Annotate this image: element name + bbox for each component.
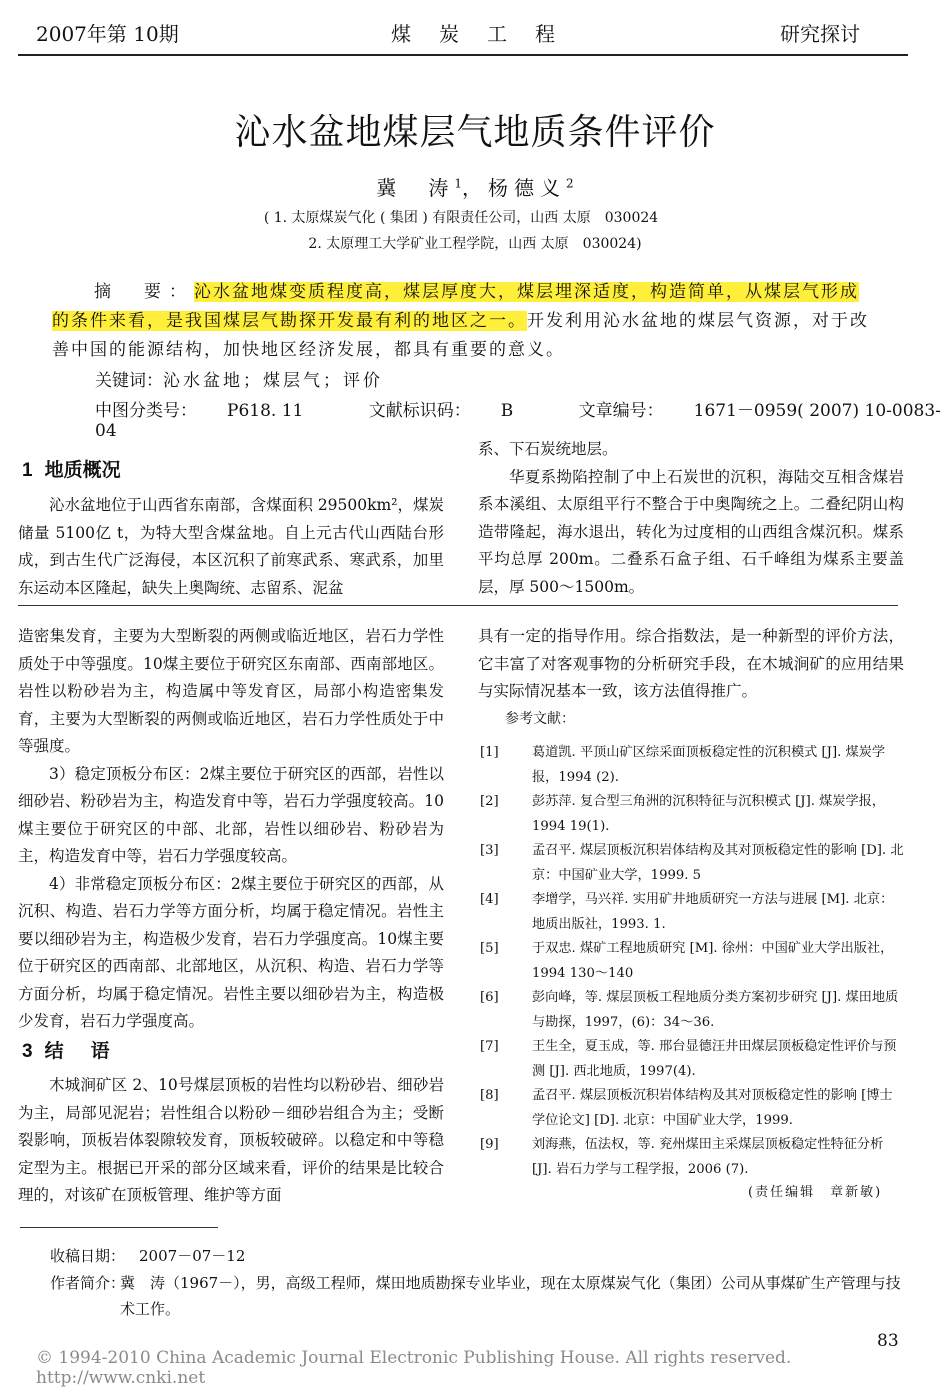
- section-3-heading: [22, 1036, 114, 1063]
- reference-text: 李增学，马兴祥. 实用矿井地质研究一方法与进展 [M]. 北京：地质出版社，1993. 1.: [532, 892, 894, 932]
- reference-item: [480, 790, 904, 839]
- lower-right-paragraph: 具有一定的指导作用。综合指数法，是一种新型的评价方法，它丰富了对客观事物的分析研究手段，在木城涧矿的应用结果与实际情况基本一致，该方法值得推广。: [478, 627, 904, 700]
- doc-code-label: 文献标识码：: [368, 401, 471, 421]
- clc-value: P618. 11: [227, 401, 304, 421]
- section-1-heading: [22, 455, 121, 482]
- reference-item: [480, 1084, 904, 1133]
- keywords-text: 沁水盆地；煤层气；评价: [163, 371, 383, 391]
- section-3-number: 3: [22, 1041, 33, 1062]
- author-bio-label: 作者简介：: [50, 1274, 126, 1292]
- upper-right-line: 系、下石炭统地层。: [478, 440, 618, 458]
- page-number: 83: [877, 1331, 899, 1351]
- author-1-affil-mark: 1: [454, 176, 462, 191]
- upper-right-paragraph: 华夏系拗陷控制了中上石炭世的沉积，海陆交互相含煤岩系本溪组、太原组平行不整合于中奥陶统之上。二叠纪阴山构造带隆起，海水退出，转化为过度相的山西组含煤沉积。煤系平均总厚 200m。二叠系石盒子组、石千峰组为煤系主要盖层，厚 500～1500m。: [478, 467, 904, 596]
- reference-number: [7]: [480, 1039, 499, 1054]
- section-1-text: 沁水盆地位于山西省东南部，含煤面积 29500km²，煤炭储量 5100亿 t，为特大型含煤盆地。自上元古代山西陆台形成，到古生代广泛海侵，本区沉积了前寒武系、寒武系，加里东运动本区隆起，缺失上奥陶统、志留系、泥盆: [18, 496, 444, 597]
- section-1-paragraph: [18, 492, 444, 602]
- upper-right-column: [478, 436, 904, 601]
- reference-number: [2]: [480, 794, 499, 809]
- doc-code-value: B: [500, 401, 514, 421]
- reference-number: [3]: [480, 843, 499, 858]
- reference-text: 孟召平. 煤层顶板沉积岩体结构及其对顶板稳定性的影响 [博士学位论文] [D]. 北京：中国矿业大学，1999.: [532, 1088, 893, 1128]
- author-2-affil-mark: 2: [566, 176, 574, 191]
- reference-number: [8]: [480, 1088, 499, 1103]
- authors: [0, 172, 950, 201]
- section-3-title: 结 语: [44, 1040, 114, 1062]
- journal-name: 煤 炭 工 程: [391, 22, 559, 46]
- received-value: 2007－07－12: [139, 1247, 246, 1265]
- section-1-number: 1: [22, 460, 33, 481]
- affiliation-2: 2. 太原理工大学矿业工程学院，山西 太原 030024): [308, 236, 642, 252]
- clc-label: 中图分类号：: [95, 401, 197, 421]
- lower-right-column: [478, 623, 904, 706]
- reference-item: [480, 741, 904, 790]
- reference-list: [480, 741, 904, 1182]
- issue-label: 2007年第 10期: [36, 22, 179, 46]
- abstract-highlighted-text: 沁水盆地煤变质程度高，煤层厚度大，煤层埋深适度，构造简单，从煤层气形成的条件来看，是我国煤层气勘探开发最有利的地区之一。: [52, 282, 859, 331]
- author-separator: ，: [462, 176, 488, 200]
- copyright-footer: © 1994-2010 China Academic Journal Electronic Publishing House. All rights reserved. http://www.cnki.net: [36, 1348, 809, 1388]
- reference-text: 彭苏萍. 复合型三角洲的沉积特征与沉积模式 [J]. 煤炭学报，1994 19(1).: [532, 794, 886, 834]
- reference-item: [480, 1035, 904, 1084]
- reference-number: [6]: [480, 990, 499, 1005]
- abstract-label: 摘 要：: [94, 282, 194, 302]
- classification: [95, 396, 950, 441]
- keywords-label: 关键词：: [95, 371, 163, 391]
- lower-left-paragraph-2: 3）稳定顶板分布区：2煤主要位于研究区的西部，岩性以细砂岩、粉砂岩为主，构造发育中等，岩石力学强度较高。10煤主要位于研究区的中部、北部，岩性以细砂岩、粉砂岩为主，构造发育中等，岩石力学强度较高。: [18, 764, 444, 865]
- keywords: [95, 366, 383, 391]
- reference-item: [480, 1133, 904, 1182]
- reference-number: [4]: [480, 892, 499, 907]
- author-bio: [50, 1270, 905, 1322]
- lower-left-paragraph-3: 4）非常稳定顶板分布区：2煤主要位于研究区的西部，从沉积、构造、岩石力学等方面分析，均属于稳定情况。岩性主要以细砂岩为主，构造极少发育，岩石力学强度高。10煤主要位于研究区的西南部、北部地区，从沉积、构造、岩石力学等方面分析，均属于稳定情况。岩性主要以细砂岩为主，构造极少发育，岩石力学强度高。: [18, 874, 444, 1030]
- reference-text: 于双忠. 煤矿工程地质研究 [M]. 徐州：中国矿业大学出版社，1994 130～140: [532, 941, 894, 981]
- author-1: 冀 涛: [376, 176, 455, 200]
- references-heading: 参考文献：: [505, 711, 575, 727]
- reference-number: [9]: [480, 1137, 499, 1152]
- author-bio-text: 冀 涛（1967－），男，高级工程师，煤田地质勘探专业毕业，现在太原煤炭气化（集团）公司从事煤矿生产管理与技术工作。: [120, 1274, 901, 1318]
- article-title: 沁水盆地煤层气地质条件评价: [234, 112, 716, 153]
- editor-note: (责任编辑 章新敏): [748, 1185, 883, 1200]
- lower-left-paragraph-1: 造密集发育，主要为大型断裂的两侧或临近地区，岩石力学性质处于中等强度。10煤主要位于研究区东南部、西南部地区。岩性以粉砂岩为主，构造属中等发育区，局部小构造密集发育，主要为大型断裂的两侧或临近地区，岩石力学性质处于中等强度。: [18, 627, 444, 755]
- reference-number: [1]: [480, 745, 499, 760]
- article-number-value: 1671－0959( 2007) 10-0083-04: [95, 401, 941, 441]
- reference-number: [5]: [480, 941, 499, 956]
- reference-text: 王生全，夏玉成，等. 邢台显德汪井田煤层顶板稳定性评价与预测 [J]. 西北地质，1997(4).: [532, 1039, 897, 1079]
- column-label: 研究探讨: [780, 22, 860, 46]
- received-label: 收稿日期：: [50, 1247, 126, 1265]
- author-2: 杨德义: [488, 176, 566, 200]
- footnote-rule: [20, 1227, 218, 1228]
- abstract-text: 开发利用沁水盆地的煤层气资源，对于改善中国的能源结构，加快地区经济发展，都具有重要的意义。: [52, 311, 869, 360]
- conclusion-paragraph: [18, 1072, 444, 1210]
- header-rule: [18, 54, 908, 56]
- reference-item: [480, 986, 904, 1035]
- affiliation-1: ( 1. 太原煤炭气化 ( 集团 ) 有限责任公司，山西 太原 030024: [263, 210, 659, 226]
- reference-text: 葛道凯. 平顶山矿区综采面顶板稳定性的沉积模式 [J]. 煤炭学报，1994 (2).: [532, 745, 886, 785]
- reference-item: [480, 839, 904, 888]
- lower-left-column: [18, 623, 444, 1036]
- reference-item: [480, 937, 904, 986]
- section-1-title: 地质概况: [44, 459, 121, 481]
- conclusion-text: 木城涧矿区 2、10号煤层顶板的岩性均以粉砂岩、细砂岩为主，局部见泥岩；岩性组合以粉砂－细砂岩组合为主；受断裂影响，顶板岩体裂隙较发育，顶板较破碎。以稳定和中等稳定型为主。根据已开采的部分区域来看，评价的结果是比较合理的，对该矿在顶板管理、维护等方面: [18, 1076, 444, 1204]
- received-date: [50, 1243, 905, 1269]
- reference-item: [480, 888, 904, 937]
- reference-text: 刘海燕，伍法权，等. 兖州煤田主采煤层顶板稳定性特征分析 [J]. 岩石力学与工程学报，2006 (7).: [532, 1137, 884, 1177]
- reference-text: 彭向峰，等. 煤层顶板工程地质分类方案初步研究 [J]. 煤田地质与勘探，1997，(6)：34～36.: [532, 990, 899, 1030]
- article-number-label: 文章编号：: [578, 401, 664, 421]
- abstract: [52, 278, 872, 365]
- reference-text: 孟召平. 煤层顶板沉积岩体结构及其对顶板稳定性的影响 [D]. 北京：中国矿业大学，1999. 5: [532, 843, 904, 883]
- column-divider-rule: [18, 605, 898, 606]
